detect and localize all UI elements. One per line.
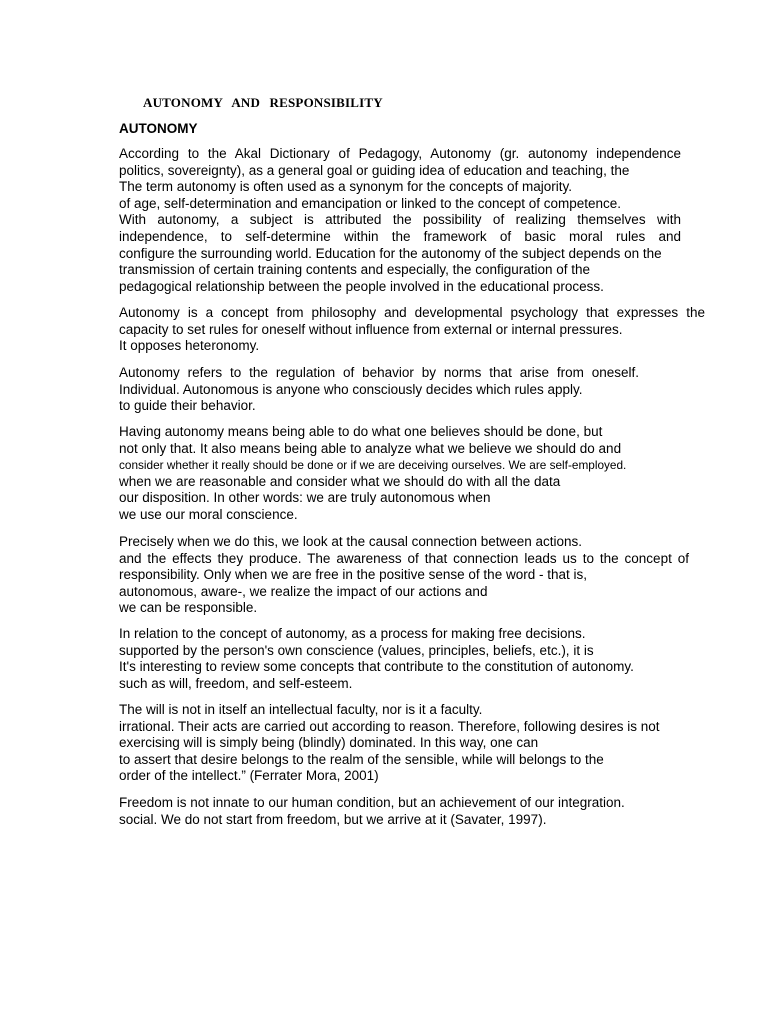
- paragraph-line: It's interesting to review some concepts that contribute to the constitution of autonomy.: [119, 659, 634, 675]
- paragraph-line: configure the surrounding world. Education for the autonomy of the subject depends on the: [119, 245, 662, 261]
- paragraph-line: Having autonomy means being able to do what one believes should be done, but: [119, 424, 603, 439]
- paragraph-line: order of the intellect.” (Ferrater Mora, 2001): [119, 768, 379, 784]
- paragraph-line: irrational. Their acts are carried out according to reason. Therefore, following desires is not: [119, 718, 660, 734]
- paragraph-line: Autonomy refers to the regulation of behavior by norms that arise from oneself.: [119, 365, 639, 380]
- paragraph-line: supported by the person's own conscience (values, principles, beliefs, etc.), it is: [119, 642, 594, 658]
- paragraph-line: we can be responsible.: [119, 600, 258, 616]
- paragraph-line: not only that. It also means being able to analyze what we believe we should do and: [119, 440, 622, 456]
- paragraph-line: our disposition. In other words: we are truly autonomous when: [119, 490, 491, 506]
- paragraph-freedom: [119, 795, 664, 828]
- paragraph-autonomy-definition: [119, 146, 681, 295]
- paragraph-responsibility: [119, 534, 689, 617]
- paragraph-line: The term autonomy is often used as a synonym for the concepts of majority.: [119, 179, 572, 195]
- paragraph-line: The will is not in itself an intellectual faculty, nor is it a faculty.: [119, 702, 483, 717]
- paragraph-line: transmission of certain training contents and especially, the configuration of the: [119, 262, 591, 278]
- paragraph-line: capacity to set rules for oneself without influence from external or internal pressures.: [119, 321, 623, 337]
- paragraph-line: autonomous, aware-, we realize the impact of our actions and: [119, 583, 488, 599]
- paragraph-line: to guide their behavior.: [119, 398, 256, 414]
- paragraph-line: responsibility. Only when we are free in the positive sense of the word - that is,: [119, 567, 587, 583]
- paragraph-line: and the effects they produce. The awareness of that connection leads us to the concept of: [119, 550, 689, 566]
- paragraph-line: Individual. Autonomous is anyone who consciously decides which rules apply.: [119, 381, 583, 397]
- paragraph-autonomy-regulation: [119, 365, 639, 415]
- section-heading: AUTONOMY: [119, 121, 198, 136]
- paragraph-line: we use our moral conscience.: [119, 506, 298, 522]
- paragraph-free-decisions: [119, 626, 664, 692]
- paragraph-line: of age, self-determination and emancipation or linked to the concept of competence.: [119, 195, 622, 211]
- paragraph-line: such as will, freedom, and self-esteem.: [119, 675, 353, 691]
- paragraph-line: Autonomy is a concept from philosophy and developmental psychology that expresses the: [119, 305, 705, 320]
- paragraph-line: to assert that desire belongs to the realm of the sensible, while will belongs to the: [119, 751, 604, 767]
- paragraph-line: Precisely when we do this, we look at the causal connection between actions.: [119, 534, 583, 549]
- paragraph-line: exercising will is simply being (blindly) dominated. In this way, one can: [119, 735, 539, 751]
- paragraph-line: According to the Akal Dictionary of Pedagogy, Autonomy (gr. autonomy independence: [119, 146, 681, 161]
- paragraph-line: In relation to the concept of autonomy, as a process for making free decisions.: [119, 626, 586, 641]
- paragraph-line: pedagogical relationship between the people involved in the educational process.: [119, 278, 604, 294]
- paragraph-having-autonomy: [119, 424, 659, 524]
- paragraph-will: [119, 702, 679, 785]
- paragraph-line: independence, to self-determine within the framework of basic moral rules and: [119, 228, 681, 244]
- paragraph-line: politics, sovereignty), as a general goal or guiding idea of education and teaching, the: [119, 162, 630, 178]
- paragraph-line: Freedom is not innate to our human condition, but an achievement of our integration.: [119, 795, 625, 810]
- paragraph-line: It opposes heteronomy.: [119, 338, 260, 354]
- paragraph-line: when we are reasonable and consider what we should do with all the data: [119, 473, 561, 489]
- paragraph-line: consider whether it really should be done or if we are deceiving ourselves. We are self-employed.: [119, 458, 627, 473]
- paragraph-line: social. We do not start from freedom, but we arrive at it (Savater, 1997).: [119, 811, 547, 827]
- document-title: AUTONOMY AND RESPONSIBILITY: [143, 95, 383, 110]
- paragraph-autonomy-concept: [119, 305, 705, 355]
- paragraph-line: With autonomy, a subject is attributed the possibility of realizing themselves with: [119, 212, 681, 228]
